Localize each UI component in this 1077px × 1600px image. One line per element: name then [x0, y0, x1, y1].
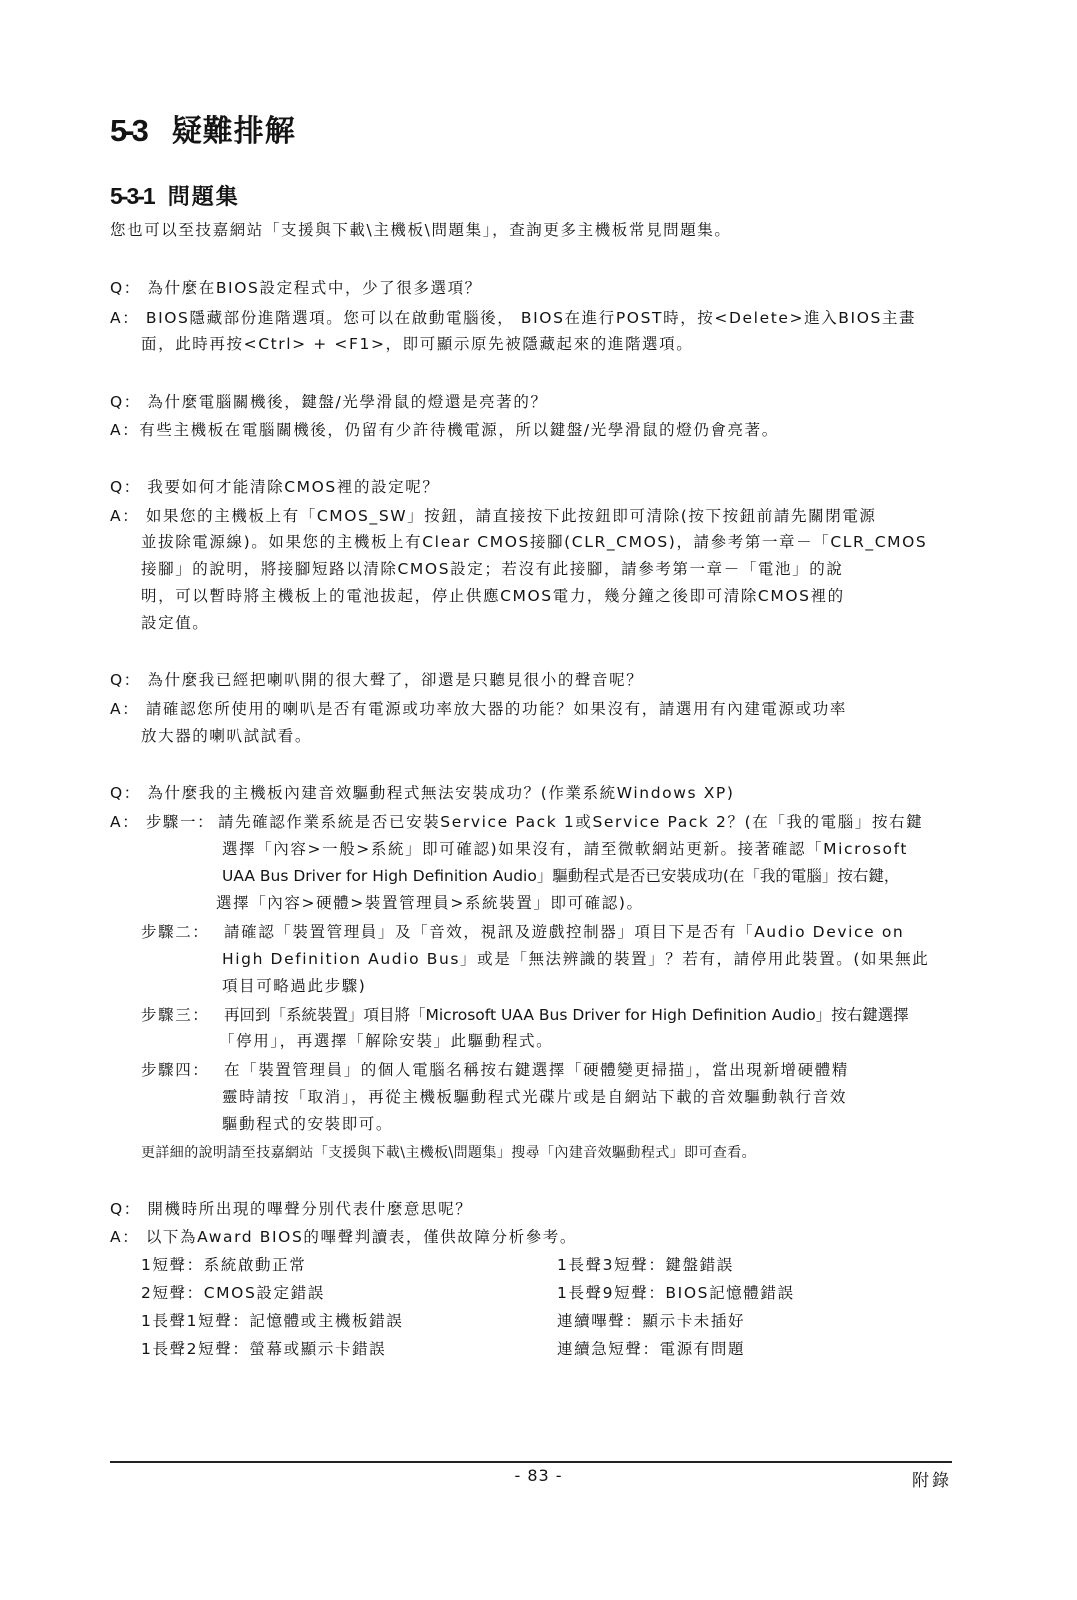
- footer-divider: [110, 1461, 952, 1463]
- answer-line: A： 以下為Award BIOS的嗶聲判讀表，僅供故障分析參考。: [110, 1228, 577, 1246]
- step-1-label: A： 步驟一：: [110, 813, 215, 831]
- answer-line: 明，可以暫時將主機板上的電池拔起，停止供應CMOS電力，幾分鐘之後即可清除CMOS裡的: [141, 587, 845, 605]
- question-bios: Q： 為什麼在BIOS設定程式中，少了很多選項？: [110, 279, 482, 297]
- step-1-text: UAA Bus Driver for High Definition Audio」驅動程式是否已安裝成功(在「我的電腦」按右鍵，: [222, 867, 900, 885]
- step-4-text: 驅動程式的安裝即可。: [222, 1115, 394, 1133]
- beep-code-left: 1長聲2短聲：螢幕或顯示卡錯誤: [141, 1340, 387, 1358]
- question-beep-codes: Q： 開機時所出現的嗶聲分別代表什麼意思呢？: [110, 1200, 473, 1218]
- beep-code-right: 1長聲3短聲：鍵盤錯誤: [557, 1256, 734, 1274]
- footer-section-label: 附錄: [912, 1471, 952, 1491]
- answer-line: A： 如果您的主機板上有「CMOS_SW」按鈕，請直接按下此按鈕即可清除(按下按鈕前請先關閉電源: [110, 507, 877, 525]
- step-2-text: 項目可略過此步驟): [222, 977, 367, 995]
- beep-code-left: 1短聲：系統啟動正常: [141, 1256, 307, 1274]
- answer-line: 面，此時再按<Ctrl> + <F1>，即可顯示原先被隱藏起來的進階選項。: [141, 335, 694, 353]
- beep-code-right: 1長聲9短聲：BIOS記憶體錯誤: [557, 1284, 795, 1302]
- step-1-text: 選擇「內容>一般>系統」即可確認)如果沒有，請至微軟網站更新。接著確認「Microsoft: [222, 840, 909, 858]
- page-number: - 83 -: [514, 1466, 563, 1485]
- step-2-label: 步驟二：: [141, 923, 210, 941]
- beep-code-right: 連續急短聲：電源有問題: [557, 1340, 746, 1358]
- question-clear-cmos: Q： 我要如何才能清除CMOS裡的設定呢？: [110, 478, 440, 496]
- answer-line: 設定值。: [141, 614, 210, 632]
- section-heading: [110, 106, 296, 150]
- more-info-note: 更詳細的說明請至技嘉網站「支援與下載\主機板\問題集」搜尋「內建音效驅動程式」即可查看。: [141, 1145, 757, 1161]
- step-4-text: 靈時請按「取消」，再從主機板驅動程式光碟片或是自網站下載的音效驅動執行音效: [222, 1088, 847, 1106]
- answer-line: 並拔除電源線)。如果您的主機板上有Clear CMOS接腳(CLR_CMOS)，請參考第一章－「CLR_CMOS: [141, 533, 928, 551]
- step-1-text: 請先確認作業系統是否已安裝Service Pack 1或Service Pack 2？(在「我的電腦」按右鍵: [218, 813, 924, 831]
- question-audio-driver: Q： 為什麼我的主機板內建音效驅動程式無法安裝成功？(作業系統Windows XP): [110, 784, 735, 802]
- question-speaker-volume: Q： 為什麼我已經把喇叭開的很大聲了，卻還是只聽見很小的聲音呢？: [110, 671, 644, 689]
- subsection-number: 5-3-1: [110, 183, 154, 209]
- answer-line: A：有些主機板在電腦關機後，仍留有少許待機電源，所以鍵盤/光學滑鼠的燈仍會亮著。: [110, 421, 779, 439]
- intro-text: 您也可以至技嘉網站「支援與下載\主機板\問題集」，查詢更多主機板常見問題集。: [110, 221, 732, 239]
- answer-line: 放大器的喇叭試試看。: [141, 727, 313, 745]
- subsection-title: 問題集: [167, 185, 240, 210]
- answer-line: 接腳」的說明，將接腳短路以清除CMOS設定；若沒有此接腳，請參考第一章－「電池」的說: [141, 560, 844, 578]
- beep-code-left: 1長聲1短聲：記憶體或主機板錯誤: [141, 1312, 404, 1330]
- question-keyboard-light: Q： 為什麼電腦關機後，鍵盤/光學滑鼠的燈還是亮著的？: [110, 393, 548, 411]
- step-3-label: 步驟三：: [141, 1006, 210, 1024]
- answer-line: A： 請確認您所使用的喇叭是否有電源或功率放大器的功能？如果沒有，請選用有內建電源或功率: [110, 700, 847, 718]
- answer-line: A： BIOS隱藏部份進階選項。您可以在啟動電腦後， BIOS在進行POST時，按<Delete>進入BIOS主畫: [110, 309, 917, 327]
- beep-code-right: 連續嗶聲：顯示卡未插好: [557, 1312, 746, 1330]
- section-number: 5-3: [110, 113, 146, 148]
- step-2-text: High Definition Audio Bus」或是「無法辨識的裝置」？若有，請停用此裝置。(如果無此: [222, 950, 930, 968]
- beep-code-left: 2短聲：CMOS設定錯誤: [141, 1284, 325, 1302]
- step-4-label: 步驟四：: [141, 1061, 210, 1079]
- step-1-text: 選擇「內容>硬體>裝置管理員>系統裝置」即可確認)。: [216, 894, 644, 912]
- step-4-text: 在「裝置管理員」的個人電腦名稱按右鍵選擇「硬體變更掃描」，當出現新增硬體精: [224, 1061, 849, 1079]
- subsection-heading: [110, 180, 240, 211]
- step-3-text: 「停用」，再選擇「解除安裝」此驅動程式。: [219, 1032, 554, 1050]
- section-title: 疑難排解: [171, 114, 296, 149]
- step-2-text: 請確認「裝置管理員」及「音效，視訊及遊戲控制器」項目下是否有「Audio Device on: [224, 923, 905, 941]
- step-3-text: 再回到「系統裝置」項目將「Microsoft UAA Bus Driver for High Definition Audio」按右鍵選擇: [224, 1006, 909, 1024]
